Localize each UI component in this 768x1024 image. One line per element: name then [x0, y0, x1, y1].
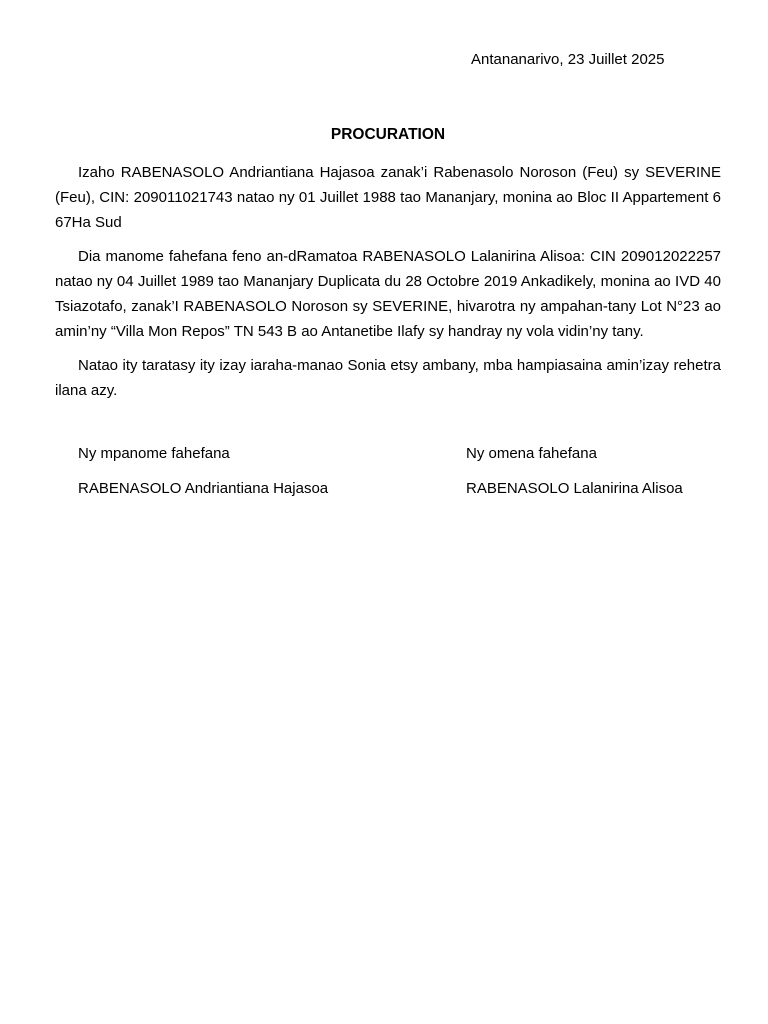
grantor-name: RABENASOLO Andriantiana Hajasoa: [78, 480, 329, 497]
signature-labels-row: [78, 441, 728, 466]
signature-block: [78, 441, 728, 511]
paragraph-grant-of-power: Dia manome fahefana feno an-dRamatoa RABENASOLO Lalanirina Alisoa: CIN 209012022257 natao ny 04 Juillet 1989 tao Mananjary Duplicata du 28 Octobre 2019 Ankadikely, monina ao IVD 40 Tsiazotafo, zanak’I RABENASOLO Noroson sy SEVERINE, hivarotra ny ampahan-tany Lot N°23 ao amin’ny “Villa Mon Repos” TN 543 B ao Antanetibe Ilafy sy handray ny vola vidin’ny tany.: [55, 248, 721, 340]
place-date: Antananarivo, 23 Juillet 2025: [471, 51, 665, 68]
grantor-label: Ny mpanome fahefana: [78, 445, 230, 462]
grantee-label: Ny omena fahefana: [466, 445, 597, 462]
paragraph-grantor-identity: Izaho RABENASOLO Andriantiana Hajasoa zanak’i Rabenasolo Noroson (Feu) sy SEVERINE (Feu), CIN: 209011021743 natao ny 01 Juillet 1988 tao Mananjary, monina ao Bloc II Appartement 6 67Ha Sud: [55, 164, 721, 231]
signature-names-row: [78, 476, 728, 501]
paragraph-closing: Natao ity taratasy ity izay iaraha-manao Sonia etsy ambany, mba hampiasaina amin’izay rehetra ilana azy.: [55, 357, 721, 399]
document-title: PROCURATION: [330, 126, 446, 143]
document-body: [55, 160, 721, 412]
grantee-name: RABENASOLO Lalanirina Alisoa: [466, 480, 683, 497]
